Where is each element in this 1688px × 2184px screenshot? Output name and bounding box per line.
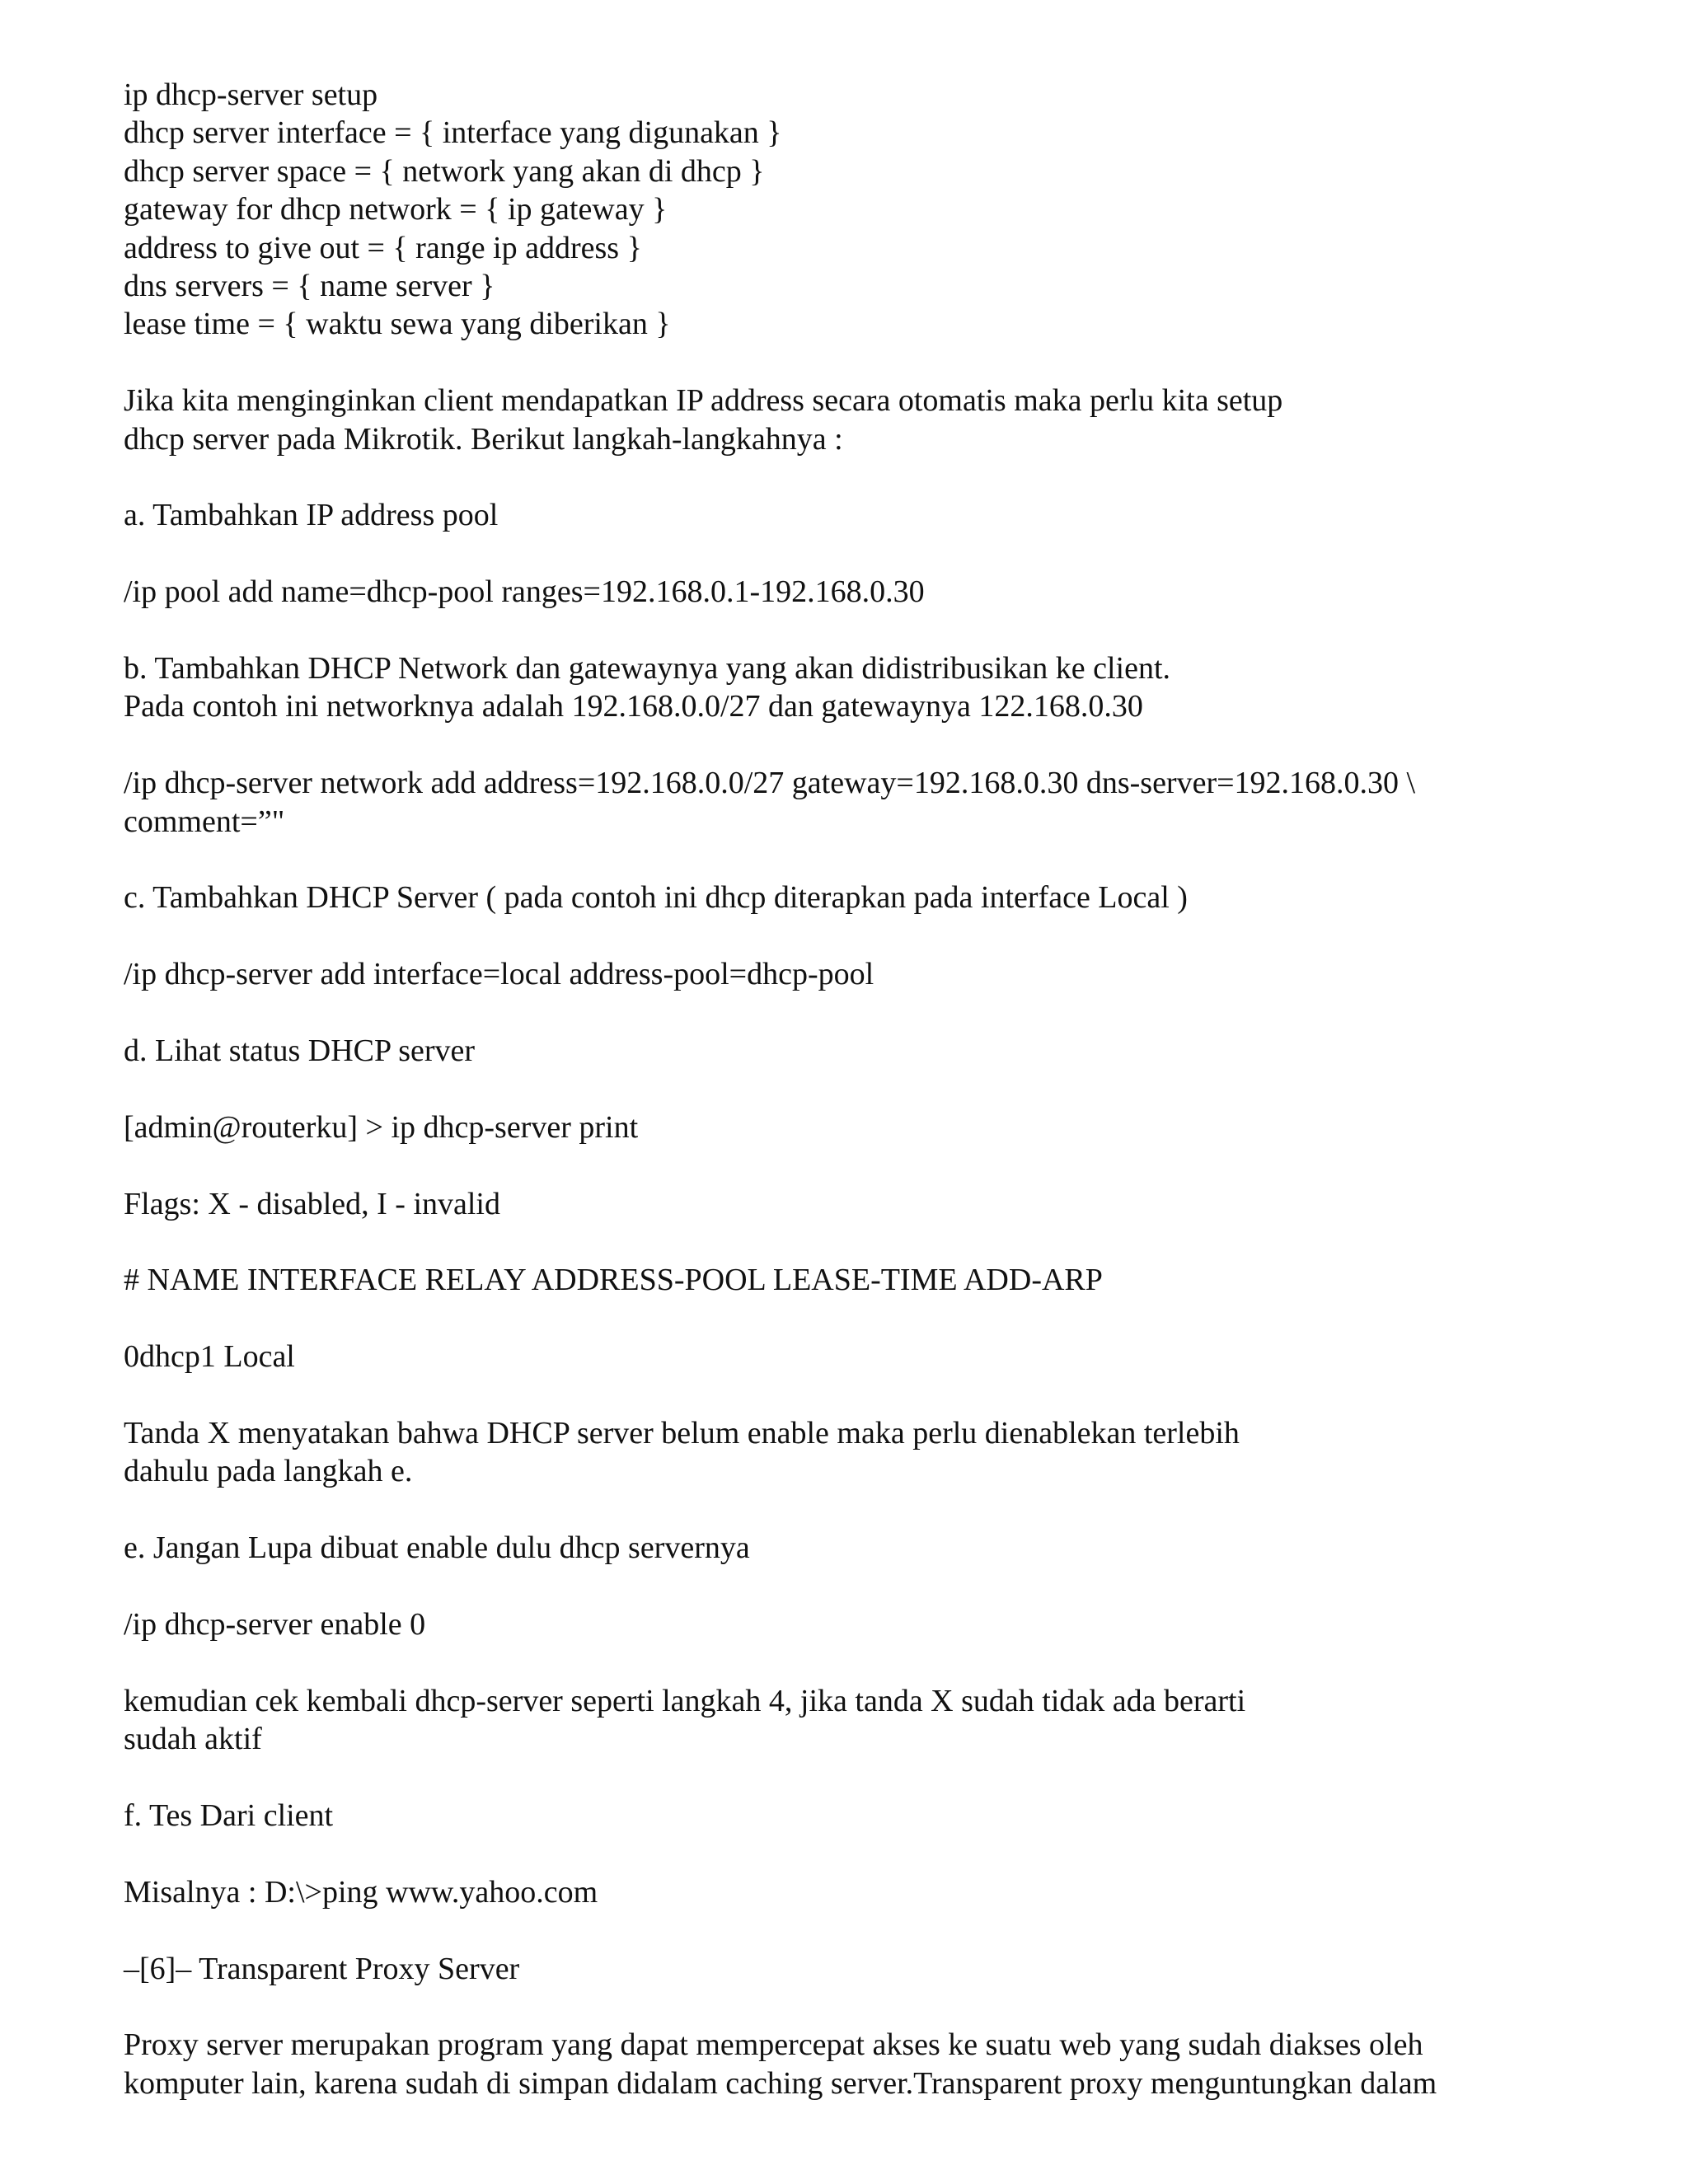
text-line: sudah aktif bbox=[124, 1722, 262, 1757]
text-line: a. Tambahkan IP address pool bbox=[124, 498, 499, 533]
text-line: Jika kita menginginkan client mendapatkan IP address secara otomatis maka perlu kita setup bbox=[124, 383, 1283, 419]
text-line: # NAME INTERFACE RELAY ADDRESS-POOL LEASE-TIME ADD-ARP bbox=[124, 1263, 1103, 1298]
text-line: d. Lihat status DHCP server bbox=[124, 1033, 476, 1069]
text-line: address to give out = { range ip address } bbox=[124, 230, 642, 265]
blank-line bbox=[124, 1491, 1574, 1529]
blank-line bbox=[124, 458, 1574, 496]
blank-line bbox=[124, 1988, 1574, 2026]
text-line: dns servers = { name server } bbox=[124, 269, 495, 304]
blank-line bbox=[124, 1835, 1574, 1872]
text-line: komputer lain, karena sudah di simpan didalam caching server.Transparent proxy menguntungkan dalam bbox=[124, 2065, 1437, 2101]
text-line: lease time = { waktu sewa yang diberikan } bbox=[124, 307, 671, 342]
blank-line bbox=[124, 1300, 1574, 1338]
text-line: /ip dhcp-server network add address=192.168.0.0/27 gateway=192.168.0.30 dns-server=192.168.0.30 \ bbox=[124, 766, 1416, 801]
text-line: /ip dhcp-server enable 0 bbox=[124, 1607, 426, 1643]
text-line: –[6]– Transparent Proxy Server bbox=[124, 1951, 520, 1986]
blank-line bbox=[124, 344, 1574, 382]
blank-line bbox=[124, 535, 1574, 573]
text-line: c. Tambahkan DHCP Server ( pada contoh ini dhcp diterapkan pada interface Local ) bbox=[124, 880, 1188, 916]
text-line: Proxy server merupakan program yang dapat mempercepat akses ke suatu web yang sudah diakses oleh bbox=[124, 2027, 1423, 2063]
text-line: b. Tambahkan DHCP Network dan gatewaynya yang akan didistribusikan ke client. bbox=[124, 651, 1171, 687]
text-line: e. Jangan Lupa dibuat enable dulu dhcp servernya bbox=[124, 1530, 750, 1566]
text-line: dhcp server pada Mikrotik. Berikut langkah-langkahnya : bbox=[124, 421, 843, 457]
blank-line bbox=[124, 726, 1574, 764]
text-line: Tanda X menyatakan bahwa DHCP server belum enable maka perlu dienablekan terlebih bbox=[124, 1416, 1240, 1451]
blank-line bbox=[124, 917, 1574, 955]
blank-line bbox=[124, 1643, 1574, 1681]
text-line: [admin@routerku] > ip dhcp-server print bbox=[124, 1109, 639, 1145]
blank-line bbox=[124, 1146, 1574, 1184]
text-line: f. Tes Dari client bbox=[124, 1798, 334, 1834]
text-line: 0dhcp1 Local bbox=[124, 1339, 295, 1375]
blank-line bbox=[124, 1911, 1574, 1949]
blank-line bbox=[124, 841, 1574, 879]
text-line: ip dhcp-server setup bbox=[124, 77, 378, 112]
text-line: comment=”" bbox=[124, 804, 285, 839]
blank-line bbox=[124, 1759, 1574, 1797]
text-line: /ip pool add name=dhcp-pool ranges=192.168.0.1-192.168.0.30 bbox=[124, 574, 925, 610]
text-line: Flags: X - disabled, I - invalid bbox=[124, 1186, 500, 1221]
blank-line bbox=[124, 1376, 1574, 1414]
blank-line bbox=[124, 1568, 1574, 1605]
text-line: gateway for dhcp network = { ip gateway } bbox=[124, 192, 668, 227]
blank-line bbox=[124, 1070, 1574, 1108]
text-line: dahulu pada langkah e. bbox=[124, 1454, 413, 1489]
text-line: Pada contoh ini networknya adalah 192.168.0.0/27 dan gatewaynya 122.168.0.30 bbox=[124, 689, 1143, 724]
document-body bbox=[124, 76, 1574, 2102]
text-line: Misalnya : D:\>ping www.yahoo.com bbox=[124, 1874, 598, 1910]
blank-line bbox=[124, 994, 1574, 1032]
blank-line bbox=[124, 1223, 1574, 1261]
text-line: dhcp server space = { network yang akan di dhcp } bbox=[124, 153, 765, 189]
text-line: dhcp server interface = { interface yang digunakan } bbox=[124, 115, 782, 151]
text-line: /ip dhcp-server add interface=local address-pool=dhcp-pool bbox=[124, 957, 874, 992]
text-line: kemudian cek kembali dhcp-server seperti langkah 4, jika tanda X sudah tidak ada berarti bbox=[124, 1683, 1246, 1718]
blank-line bbox=[124, 612, 1574, 649]
